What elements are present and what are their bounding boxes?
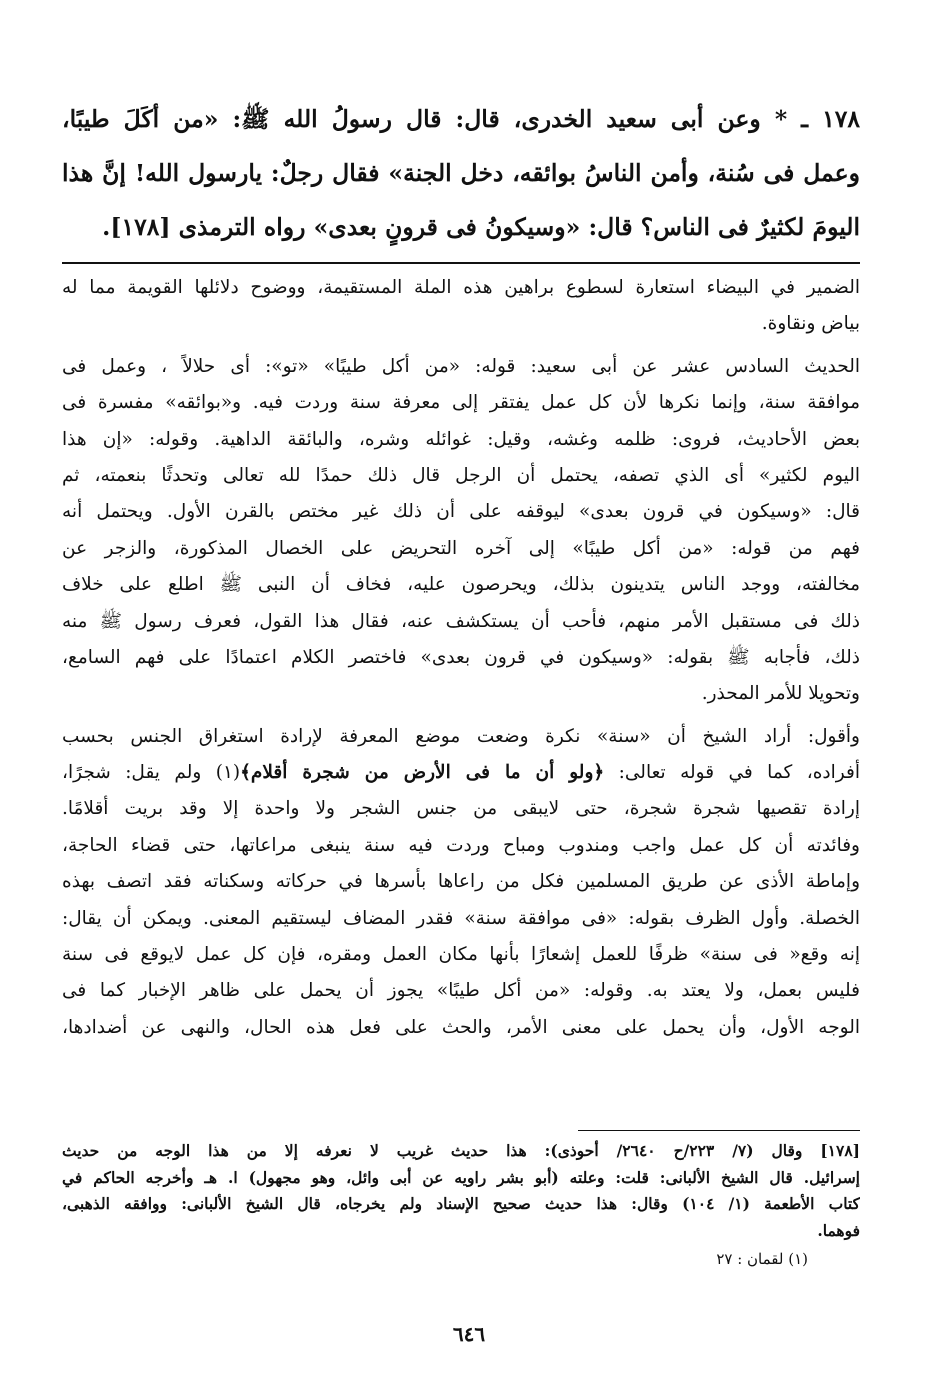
hadith-line: وعمل فى سُنة، وأمن الناسُ بوائقه، دخل الجنة» فقال رجلٌ: يارسول الله! إنَّ هذا: [62, 159, 860, 187]
commentary-line: بعض الأحاديث، فروى: ظلمه وغشه، وقيل: غوائله وشره، والبائقة الداهية. وقوله: «إن هذا: [62, 428, 860, 450]
commentary-line: فهم من قوله: «من أكل طيبًا» إلى آخره التحريض على الخصال المذكورة، والزجر عن: [62, 537, 860, 559]
commentary-line: فليس بعمل، ولا يعتد به. وقوله: «من أكل طيبًا» يجوز أن يحمل على ظاهر الإخبار كما فى: [62, 980, 860, 1002]
commentary: [62, 270, 860, 1046]
commentary-verse-line: [62, 755, 860, 791]
commentary-line: وإماطة الأذى عن طريق المسلمين فكل من راعاها بأسرها في حركاته وسكناته فقد اتصف بهذه: [62, 871, 860, 893]
hadith-text: [62, 92, 860, 254]
quran-verse: ﴿ولو أن ما فى الأرض من شجرة أقلام﴾: [240, 762, 605, 784]
commentary-line: الوجه الأول، وأن يحمل على معنى الأمر، والحث على فعل هذه الحال، والنهى عن أضدادها،: [62, 1016, 860, 1038]
footnote-divider: [578, 1130, 860, 1131]
commentary-line: ذلك فى مستقبل الأمر منهم، فأحب أن يستكشف عنه، فقال هذا القول، فعرف رسول ﷺ منه: [62, 610, 860, 632]
commentary-line: إنه وقع« فى سنة» ظرفًا للعمل إشعارًا بأنها مكان العمل ومقره، فإن كل عمل لايوقع فى سنة: [62, 944, 860, 966]
commentary-line: بياض ونقاوة.: [761, 313, 860, 335]
commentary-line: وتحويلا للأمر المحذر.: [701, 683, 860, 705]
footnote-line: فوهما.: [817, 1220, 860, 1240]
commentary-line: ذلك، فأجابه ﷺ بقوله: «وسيكون في قرون بعدى» فاختصر الكلام اعتمادًا على فهم السامع،: [62, 646, 860, 668]
footnote-takhrij: [62, 1138, 860, 1244]
commentary-line: مخالفته، ووجد الناس يتدينون بذلك، ويحرصون عليه، فخاف أن النبى ﷺ اطلع على خلاف: [62, 574, 860, 596]
verse-intro: أفراده، كما في قوله تعالى:: [604, 762, 860, 784]
commentary-line: الخصلة. وأول الظرف بقوله: «فى موافقة سنة» فقدر المضاف ليستقيم المعنى. ويمكن أن يقال:: [62, 907, 860, 929]
footnote-line: إسرائيل. قال الشيخ الألبانى: قلت: وعلته (أبو بشر راويه عن أبى وائل، وهو مجهول) ا. هـ وأخرجه الحاكم في: [62, 1167, 860, 1187]
commentary-line: موافقة سنة، وإنما نكرها لأن كل عمل يفتقر إلى معرفة سنة وردت فيه. و«بوائقه» مفسرة فى: [62, 392, 860, 414]
section-divider: [62, 262, 860, 264]
footnote-line: كتاب الأطعمة (١/ ١٠٤) وقال: هذا حديث صحيح الإسناد ولم يخرجاه، قال الشيخ الألبانى: ووافقه الذهبى،: [62, 1194, 860, 1213]
footnote-quran-ref: (١) لقمان : ٢٧: [716, 1250, 808, 1268]
hadith-line: ١٧٨ ـ * وعن أبى سعيد الخدرى، قال: قال رسولُ الله ﷺ: «من أكَلَ طيبًا،: [62, 105, 860, 133]
commentary-line: الضمير في البيضاء استعارة لسطوع براهين هذه الملة المستقيمة، ووضوح دلائلها القويمة مما له: [62, 277, 860, 298]
page-number: ٦٤٦: [452, 1322, 486, 1346]
footnote-line: [١٧٨] وقال (٧/ ٢٢٣/ح ٢٦٤٠/ أحوذى): هذا حديث غريب لا نعرفه إلا من هذا الوجه من حديث: [62, 1141, 860, 1160]
verse-after: (١) ولم يقل: شجرًا،: [62, 762, 241, 784]
commentary-line: وفائدته أن كل عمل واجب ومندوب ومباح وردت فيه سنة ينبغى مراعاتها، حتى قضاء الحاجة،: [62, 834, 860, 856]
commentary-line: قال: «وسيكون في قرون بعدى» ليوقفه على أن ذلك غير مختص بالقرن الأول. ويحتمل أنه: [62, 501, 860, 523]
commentary-line: إرادة تقصيها شجرة شجرة، حتى لايبقى من جنس الشجر ولا واحدة إلا وقد بريت أقلامًا.: [62, 798, 860, 820]
hadith-line: اليومَ لكثيرٌ فى الناس؟ قال: «وسيكونُ فى قرونٍ بعدى» رواه الترمذى [١٧٨].: [102, 213, 860, 241]
commentary-line: الحديث السادس عشر عن أبى سعيد: قوله: «من أكل طيبًا» «تو»: أى حلالاً ، وعمل فى: [62, 355, 860, 377]
commentary-line: وأقول: أراد الشيخ أن «سنة» نكرة وضعت موضع المعرفة لإرادة استغراق الجنس بحسب: [62, 725, 860, 747]
commentary-line: اليوم لكثير» أى الذي تصفه، يحتمل أن الرجل قال ذلك حمدًا لله تعالى وتحدثًا بنعمته، ثم: [62, 464, 860, 486]
